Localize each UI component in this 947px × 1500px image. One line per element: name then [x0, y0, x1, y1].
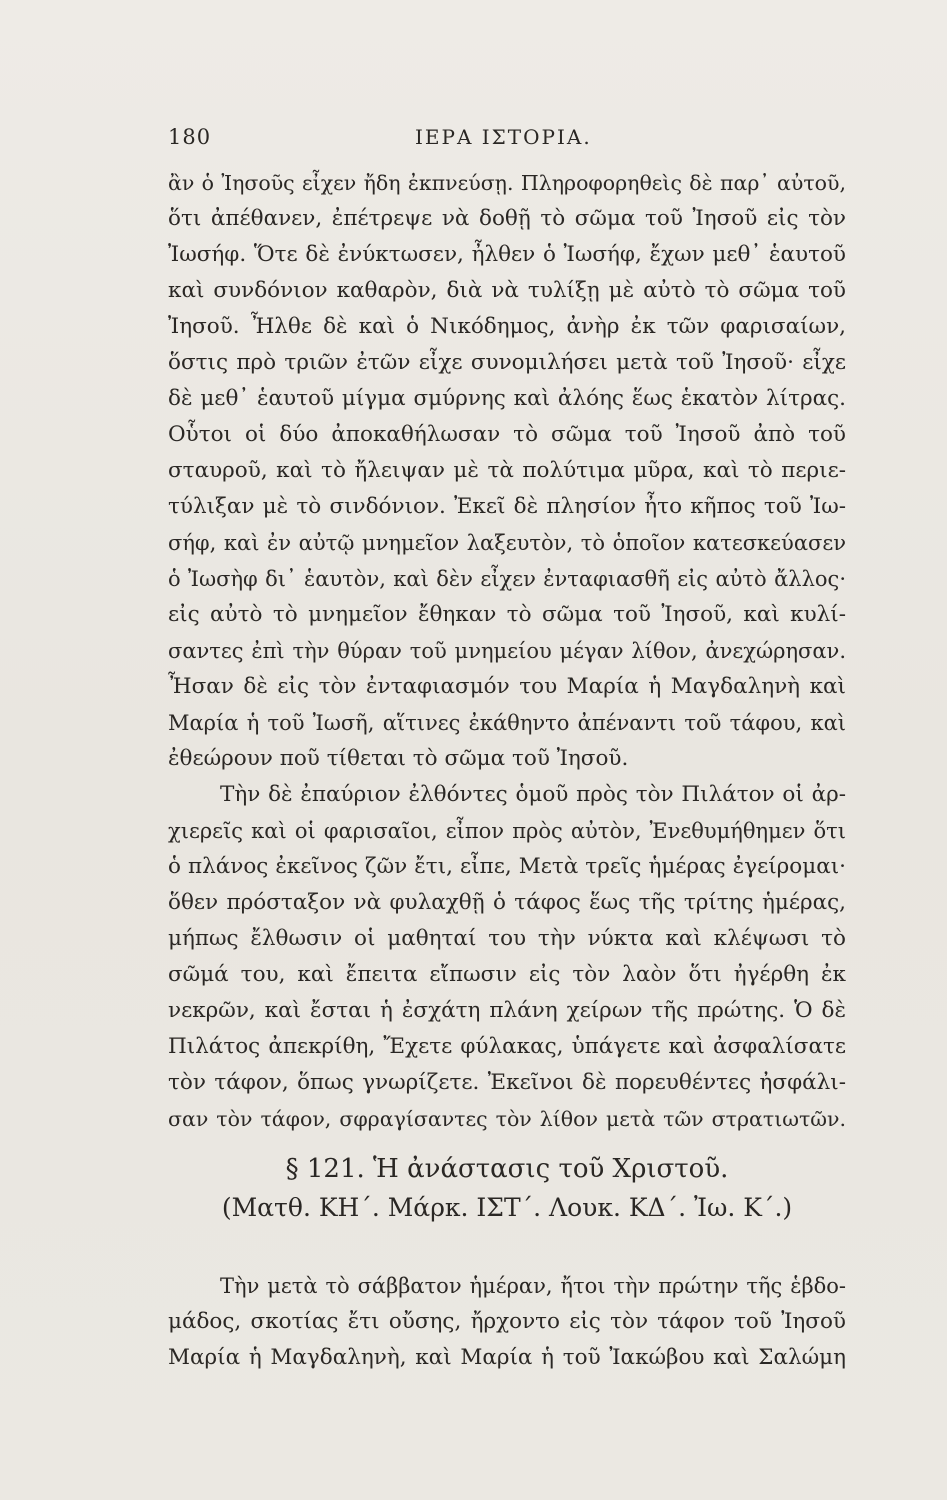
section-heading: [168, 1150, 846, 1228]
text-line-19: χιερεῖς καὶ οἱ φαρισαῖοι, εἶπον πρὸς αὐτὸν, Ἐνεθυμήθημεν ὅτι: [168, 819, 846, 843]
section-title: § 121. Ἡ ἀνάστασις τοῦ Χριστοῦ.: [285, 1154, 729, 1184]
text-line-1: ἂν ὁ Ἰησοῦς εἶχεν ἤδη ἐκπνεύσῃ. Πληροφορηθεὶς δὲ παρ᾽ αὐτοῦ,: [168, 171, 846, 195]
text-line-14: σαντες ἐπὶ τὴν θύραν τοῦ μνημείου μέγαν λίθον, ἀνεχώρησαν.: [168, 639, 846, 663]
text-line-7: δὲ μεθ᾽ ἑαυτοῦ μίγμα σμύρνης καὶ ἀλόης ἕως ἑκατὸν λίτρας.: [168, 386, 846, 411]
text-line-20: ὁ πλάνος ἐκεῖνος ζῶν ἔτι, εἶπε, Μετὰ τρεῖς ἡμέρας ἐγείρομαι·: [168, 854, 846, 879]
text-line-16: Μαρία ἡ τοῦ Ἰωσῆ, αἵτινες ἐκάθηντο ἀπέναντι τοῦ τάφου, καὶ: [168, 711, 846, 735]
text-line-3: Ἰωσήφ. Ὅτε δὲ ἐνύκτωσεν, ἦλθεν ὁ Ἰωσήφ, ἔχων μεθ᾽ ἑαυτοῦ: [168, 242, 846, 267]
text-line-12: ὁ Ἰωσὴφ δι᾽ ἑαυτὸν, καὶ δὲν εἶχεν ἐνταφιασθῆ εἰς αὐτὸ ἄλλος·: [168, 567, 846, 591]
text-line-15: Ἦσαν δὲ εἰς τὸν ἐνταφιασμόν του Μαρία ἡ Μαγδαληνὴ καὶ: [168, 674, 846, 699]
text-line-21: ὅθεν πρόσταξον νὰ φυλαχθῇ ὁ τάφος ἕως τῆς τρίτης ἡμέρας,: [168, 890, 846, 915]
text-line-24: νεκρῶν, καὶ ἔσται ἡ ἐσχάτη πλάνη χείρων τῆς πρώτης. Ὁ δὲ: [168, 998, 846, 1023]
section-line-3: Μαρία ἡ Μαγδαληνὴ, καὶ Μαρία ἡ τοῦ Ἰακώβου καὶ Σαλώμη: [168, 1345, 846, 1370]
main-text: [168, 165, 846, 1137]
text-line-11: σήφ, καὶ ἐν αὐτῷ μνημεῖον λαξευτὸν, τὸ ὁποῖον κατεσκεύασεν: [168, 531, 846, 555]
text-line-5: Ἰησοῦ. Ἦλθε δὲ καὶ ὁ Νικόδημος, ἀνὴρ ἐκ τῶν φαρισαίων,: [168, 314, 846, 339]
text-line-9: σταυροῦ, καὶ τὸ ἤλειψαν μὲ τὰ πολύτιμα μῦρα, καὶ τὸ περιε-: [168, 458, 846, 483]
text-line-26: τὸν τάφον, ὅπως γνωρίζετε. Ἐκεῖνοι δὲ πορευθέντες ἠσφάλι-: [168, 1070, 846, 1095]
section-text: [168, 1268, 846, 1376]
text-line-27: σαν τὸν τάφον, σφραγίσαντες τὸν λίθον μετὰ τῶν στρατιωτῶν.: [168, 1107, 846, 1131]
section-references: (Ματθ. ΚΗ΄. Μάρκ. ΙΣΤ΄. Λουκ. ΚΔ΄. Ἰω. Κ΄.): [221, 1193, 793, 1222]
page-header: [168, 125, 848, 155]
text-line-25: Πιλάτος ἀπεκρίθη, Ἔχετε φύλακας, ὑπάγετε καὶ ἀσφαλίσατε: [168, 1034, 846, 1059]
running-head: ΙΕΡΑ ΙΣΤΟΡΙΑ.: [415, 125, 592, 149]
text-line-4: καὶ συνδόνιον καθαρὸν, διὰ νὰ τυλίξῃ μὲ αὐτὸ τὸ σῶμα τοῦ: [168, 278, 846, 303]
text-line-17: ἐθεώρουν ποῦ τίθεται τὸ σῶμα τοῦ Ἰησοῦ.: [168, 746, 629, 771]
text-line-22: μήπως ἔλθωσιν οἱ μαθηταί του τὴν νύκτα καὶ κλέψωσι τὸ: [168, 926, 846, 951]
text-line-23: σῶμά του, καὶ ἔπειτα εἴπωσιν εἰς τὸν λαὸν ὅτι ἠγέρθη ἐκ: [168, 962, 846, 987]
text-line-6: ὅστις πρὸ τριῶν ἐτῶν εἶχε συνομιλήσει μετὰ τοῦ Ἰησοῦ· εἶχε: [168, 350, 846, 375]
page-number: 180: [168, 125, 212, 149]
text-line-18: Τὴν δὲ ἐπαύριον ἐλθόντες ὁμοῦ πρὸς τὸν Πιλάτον οἱ ἀρ-: [220, 782, 846, 807]
section-line-1: Τὴν μετὰ τὸ σάββατον ἡμέραν, ἤτοι τὴν πρώτην τῆς ἑβδο-: [220, 1274, 846, 1298]
text-line-8: Οὗτοι οἱ δύο ἀποκαθήλωσαν τὸ σῶμα τοῦ Ἰησοῦ ἀπὸ τοῦ: [168, 422, 846, 447]
text-line-2: ὅτι ἀπέθανεν, ἐπέτρεψε νὰ δοθῇ τὸ σῶμα τοῦ Ἰησοῦ εἰς τὸν: [168, 206, 846, 231]
text-line-13: εἰς αὐτὸ τὸ μνημεῖον ἔθηκαν τὸ σῶμα τοῦ Ἰησοῦ, καὶ κυλί-: [168, 602, 846, 627]
text-line-10: τύλιξαν μὲ τὸ σινδόνιον. Ἐκεῖ δὲ πλησίον ἦτο κῆπος τοῦ Ἰω-: [168, 494, 846, 519]
section-line-2: μάδος, σκοτίας ἔτι οὔσης, ἤρχοντο εἰς τὸν τάφον τοῦ Ἰησοῦ: [168, 1309, 846, 1334]
